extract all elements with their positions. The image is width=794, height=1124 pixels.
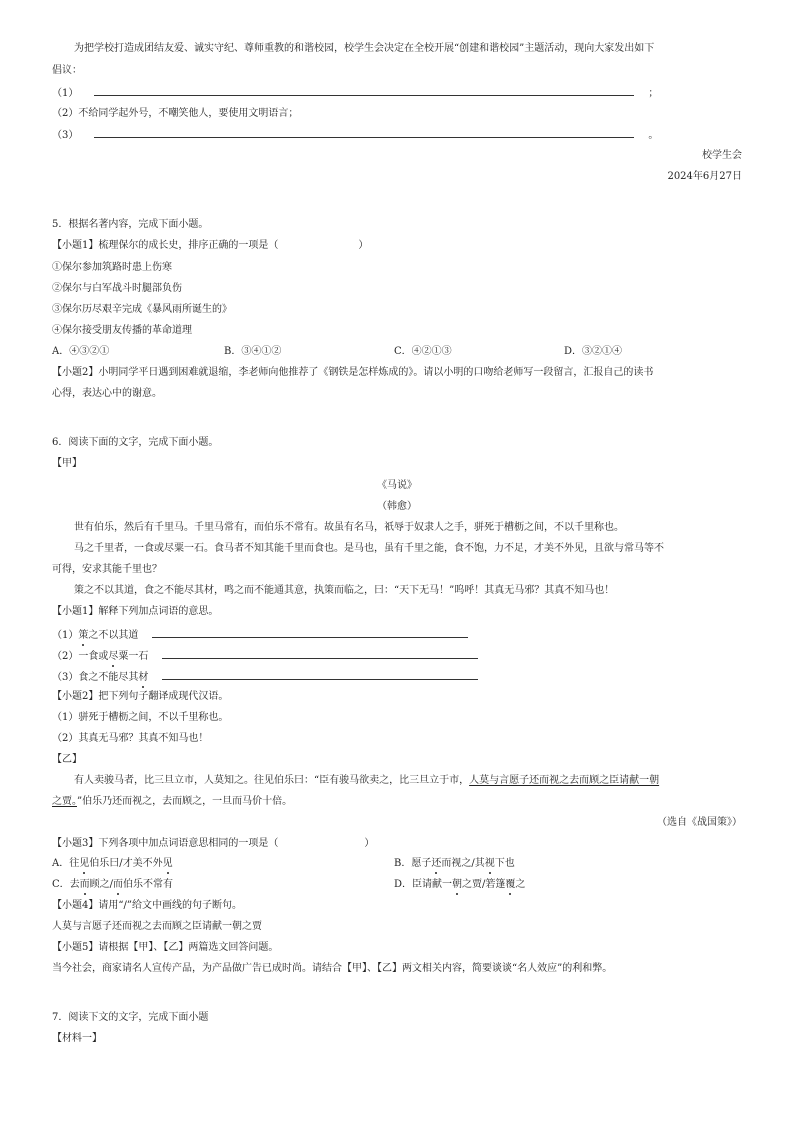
word-pre: 食之不能尽其 bbox=[78, 672, 139, 683]
q7-material1: 【材料一】 bbox=[52, 1033, 102, 1044]
q5-sub1-close: ） bbox=[358, 240, 369, 251]
q5-sub2-line2: 心得，表达心中的谢意。 bbox=[52, 388, 162, 399]
opt-text: 下也 bbox=[494, 858, 515, 869]
answer-blank[interactable] bbox=[162, 669, 478, 680]
q5-event-4: ④保尔接受朋友传播的革命道理 bbox=[52, 325, 192, 336]
q7-title: 7．阅读下文的文字，完成下面小题 bbox=[52, 1012, 209, 1023]
opt-text: B．愿子 bbox=[394, 858, 432, 869]
punct: 。 bbox=[648, 130, 659, 141]
word-label: （1） bbox=[52, 630, 79, 641]
punct: ； bbox=[648, 88, 659, 99]
dotted-word: 还 bbox=[431, 858, 442, 869]
opt-text: 之贾/箬篷 bbox=[462, 879, 506, 890]
proposal-item2: （2）不给同学起外号，不嘲笑他人，要使用文明语言； bbox=[52, 108, 299, 119]
dotted-word: 朝 bbox=[452, 879, 463, 890]
q6-sub5-text: 当今社会，商家请名人宣传产品，为产品做广告已成时尚。请结合【甲】、【乙】两文相关内容，简要谈谈“名人效应”的利和弊。 bbox=[52, 963, 613, 974]
q5-option-c[interactable]: C．④②①③ bbox=[394, 346, 452, 357]
q6-translate-2: （2）其真无马邪？其真不知马也！ bbox=[52, 733, 209, 744]
q6-sub3-option-a[interactable] bbox=[52, 857, 173, 871]
dotted-word: 而 bbox=[79, 879, 90, 890]
q6-sub3-option-b[interactable] bbox=[394, 857, 515, 871]
yi-paragraph-line2 bbox=[52, 795, 292, 809]
word-pre: 一食或 bbox=[78, 651, 109, 662]
q6-sub3-text: 【小题3】下列各项中加点词语意思相同的一项是（ bbox=[52, 838, 279, 849]
dotted-word: 尽 bbox=[108, 651, 119, 662]
q6-word-1 bbox=[52, 627, 468, 643]
yi-source: （选自《战国策》） bbox=[657, 817, 742, 828]
q5-event-1: ①保尔参加筑路时患上伤寒 bbox=[52, 262, 172, 273]
opt-text: 之 bbox=[515, 879, 526, 890]
proposal-item3-label: （3） bbox=[52, 130, 79, 141]
proposal-item1-label: （1） bbox=[52, 88, 79, 99]
yi-text: 有人卖骏马者，比三旦立市，人莫知之。往见伯乐曰：“臣有骏马欲卖之，比三旦立于市， bbox=[74, 775, 470, 786]
q5-event-2: ②保尔与白军战斗时腿部负伤 bbox=[52, 283, 182, 294]
underlined-sentence: 人莫与言愿子还而视之去而顾之臣请献一朝 bbox=[469, 775, 660, 786]
proposal-item3 bbox=[52, 127, 658, 143]
proposal-intro-line1: 为把学校打造成团结友爱、诚实守纪、尊师重教的和谐校园，校学生会决定在全校开展“创建和谐校园”主题活动，现向大家发出如下 bbox=[74, 43, 655, 54]
essay-paragraph-3: 策之不以其道，食之不能尽其材，鸣之而不能通其意，执策而临之，曰：“天下无马！”呜呼！其真无马邪？其真不知马也！ bbox=[74, 585, 615, 596]
q5-option-a[interactable]: A．④③②① bbox=[52, 346, 110, 357]
date: 2024年6月27日 bbox=[667, 171, 742, 182]
dotted-word: 见 bbox=[79, 858, 90, 869]
word-post: 之不以其道 bbox=[88, 630, 139, 641]
answer-blank[interactable] bbox=[162, 648, 478, 659]
q6-word-2 bbox=[52, 648, 478, 664]
q6-translate-1: （1）骈死于槽枥之间，不以千里称也。 bbox=[52, 712, 229, 723]
q6-sub4-sentence: 人莫与言愿子还而视之去而顾之臣请献一朝之贾 bbox=[52, 921, 262, 932]
opt-text: A．往 bbox=[52, 858, 80, 869]
q6-word-3 bbox=[52, 669, 478, 685]
q5-option-b[interactable]: B．③④①② bbox=[224, 346, 282, 357]
signature: 校学生会 bbox=[702, 150, 742, 161]
q6-jia-label: 【甲】 bbox=[52, 458, 82, 469]
q5-title: 5．根据名著内容，完成下面小题。 bbox=[52, 219, 209, 230]
q6-sub3-option-d[interactable] bbox=[394, 878, 525, 892]
q6-sub2: 【小题2】把下列句子翻译成现代汉语。 bbox=[52, 691, 229, 702]
opt-text: 而视之/其 bbox=[441, 858, 485, 869]
q6-sub1: 【小题1】解释下列加点词语的意思。 bbox=[52, 606, 219, 617]
q5-sub1 bbox=[52, 239, 368, 253]
dotted-word: 材 bbox=[138, 672, 149, 683]
essay-paragraph-2-line2: 可得，安求其能千里也？ bbox=[52, 564, 162, 575]
proposal-item1 bbox=[52, 85, 658, 101]
answer-blank[interactable] bbox=[94, 127, 634, 138]
q5-option-d[interactable]: D．③②①④ bbox=[564, 346, 623, 357]
q5-sub1-text: 【小题1】梳理保尔的成长史，排序正确的一项是（ bbox=[52, 240, 279, 251]
dotted-word: 视 bbox=[484, 858, 495, 869]
q6-sub3-option-c[interactable] bbox=[52, 878, 173, 892]
opt-text: C．去 bbox=[52, 879, 80, 890]
essay-title: 《马说》 bbox=[377, 480, 417, 491]
answer-blank[interactable] bbox=[94, 85, 634, 96]
dotted-word: 见 bbox=[162, 858, 173, 869]
dotted-word: 而 bbox=[113, 879, 124, 890]
essay-author: （韩愈） bbox=[377, 501, 417, 512]
q5-event-3: ③保尔历尽艰辛完成《暴风雨所诞生的》 bbox=[52, 304, 232, 315]
word-post: 粟一石 bbox=[118, 651, 149, 662]
q5-sub2-line1: 【小题2】小明同学平日遇到困难就退缩，李老师向他推荐了《钢铁是怎样炼成的》。请以小明的口吻给老师写一段留言，汇报自己的读书 bbox=[52, 367, 654, 378]
dotted-word: 覆 bbox=[505, 879, 516, 890]
word-label: （2） bbox=[52, 651, 79, 662]
dotted-word: 策 bbox=[78, 630, 89, 641]
q6-sub4: 【小题4】请用“/”给文中画线的句子断句。 bbox=[52, 900, 242, 911]
proposal-intro-line2: 倡议： bbox=[52, 65, 82, 76]
yi-paragraph-line1 bbox=[74, 774, 659, 788]
answer-blank[interactable] bbox=[152, 627, 468, 638]
opt-text: 顾之/ bbox=[89, 879, 114, 890]
word-label: （3） bbox=[52, 672, 79, 683]
essay-paragraph-2-line1: 马之千里者，一食或尽粟一石。食马者不知其能千里而食也。是马也，虽有千里之能，食不饱，力不足，才美不外见，且欲与常马等不 bbox=[74, 543, 664, 554]
opt-text: 伯乐不常有 bbox=[123, 879, 174, 890]
q6-sub3 bbox=[52, 837, 374, 851]
q6-title: 6．阅读下面的文字，完成下面小题。 bbox=[52, 437, 219, 448]
yi-text: ”伯乐乃还而视之，去而顾之，一旦而马价十倍。 bbox=[77, 796, 293, 807]
underlined-sentence: 之贾。 bbox=[52, 796, 77, 807]
q6-sub5: 【小题5】请根据【甲】、【乙】两篇选文回答问题。 bbox=[52, 942, 279, 953]
opt-text: D．臣请献一 bbox=[394, 879, 453, 890]
essay-paragraph-1: 世有伯乐，然后有千里马。千里马常有，而伯乐不常有。故虽有名马，祇辱于奴隶人之手，骈死于槽枥之间，不以千里称也。 bbox=[74, 522, 624, 533]
q6-sub3-close: ） bbox=[364, 838, 375, 849]
opt-text: 伯乐曰/才美不外 bbox=[89, 858, 163, 869]
q6-yi-label: 【乙】 bbox=[52, 754, 82, 765]
